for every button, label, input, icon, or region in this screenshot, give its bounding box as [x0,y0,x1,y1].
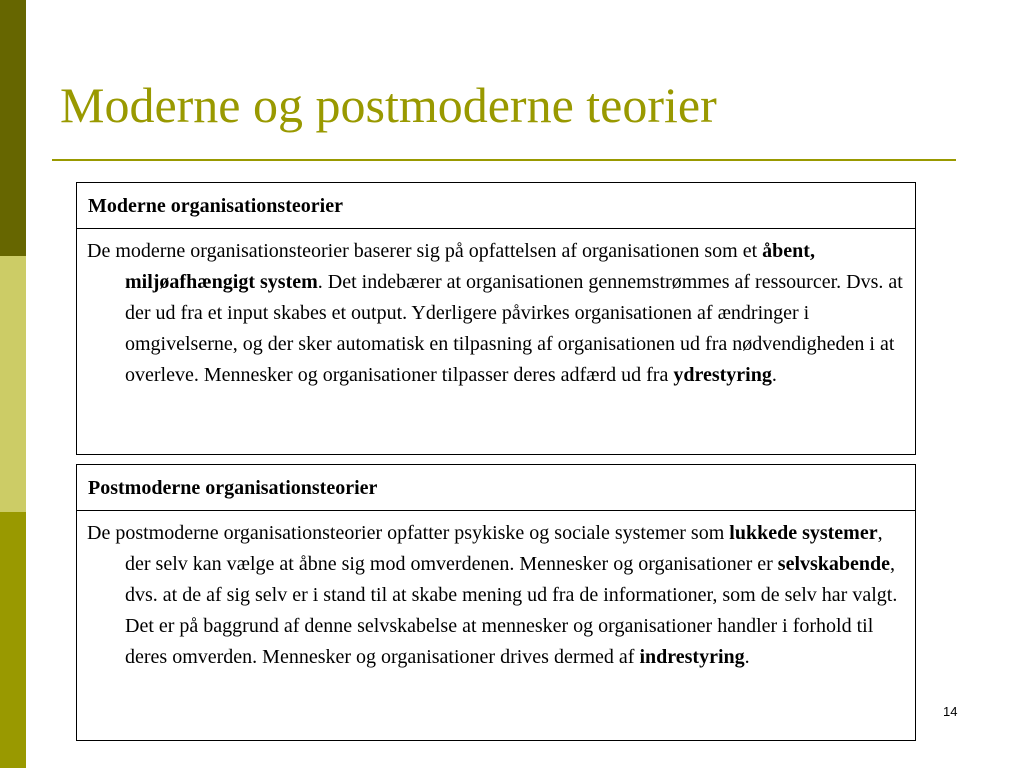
moderne-heading: Moderne organisationsteorier [77,183,915,229]
postmoderne-text-1: De postmoderne organisationsteorier opfatter psykiske og sociale systemer som [87,522,730,544]
postmoderne-description [77,511,915,673]
postmoderne-heading: Postmoderne organisationsteorier [77,465,915,511]
sidebar-block-light [0,256,26,512]
postmoderne-bold-2: selvskabende [777,553,891,575]
postmoderne-text-2: , der selv kan vælge at åbne sig mod omverdenen. Mennesker og organisationer er [125,522,883,575]
postmoderne-text-4: . [744,646,750,668]
postmoderne-text-3: , dvs. at de af sig selv er i stand til at skabe mening ud fra de informationer, som de selv har valgt. Det er på baggrund af denne selvskabelse at mennesker og organisationer handler i forhold til deres omverden. Mennesker og organisationer drives dermed af [125,553,898,668]
postmoderne-table [76,464,916,741]
slide-title: Moderne og postmoderne teorier [60,77,717,133]
title-underline [52,159,956,161]
sidebar-color-bar [0,0,26,768]
postmoderne-bold-3: indrestyring [639,646,745,668]
sidebar-block-dark [0,0,26,256]
moderne-table [76,182,916,455]
moderne-text-1: De moderne organisationsteorier baserer sig på opfattelsen af organisationen som et [87,240,763,262]
moderne-bold-1: åbent, miljøafhængigt system [125,240,815,293]
moderne-bold-2: ydrestyring [673,364,772,386]
moderne-text-3: . [771,364,777,386]
sidebar-block-mid [0,512,26,768]
postmoderne-bold-1: lukkede systemer [729,522,878,544]
moderne-text-2: . Det indebærer at organisationen gennemstrømmes af ressourcer. Dvs. at der ud fra et input skabes et output. Yderligere påvirkes organisationen af ændringer i omgivelserne, og der sker automatisk en tilpasning af organisationen ud fra nødvendigheden i at overleve. Mennesker og organisationer tilpasser deres adfærd ud fra [125,271,903,386]
page-number: 14 [943,704,958,719]
moderne-description [77,229,915,391]
